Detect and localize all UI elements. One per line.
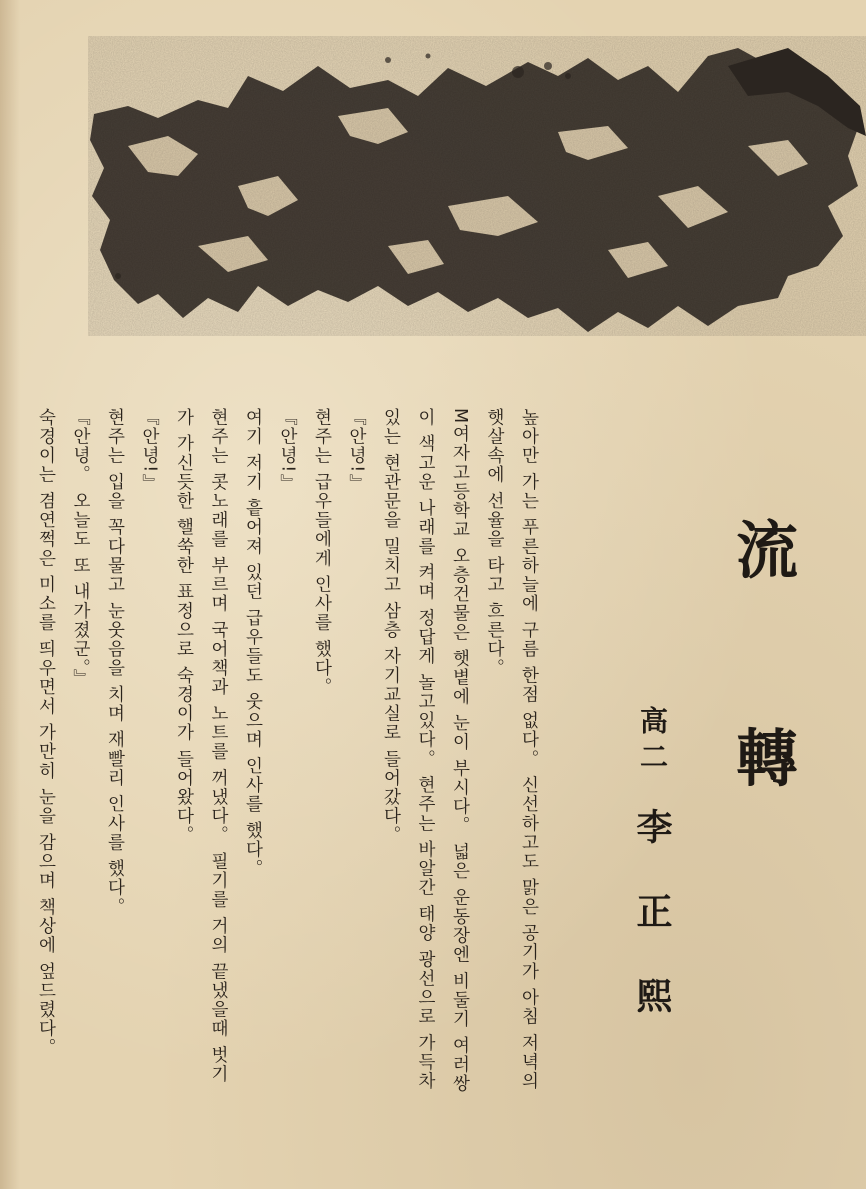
body-line: 『안녕!』: [346, 408, 367, 494]
body-line: M여자고등학교 오층건물은 햇볕에 눈이 부시다。 넓은 운동장엔 비둘기 여러쌍: [450, 408, 470, 1094]
body-line: 햇살속에 선율을 타고 흐른다。: [484, 408, 505, 678]
body-line: 높아만 가는 푸른하늘에 구름 한점 없다。 신선하고도 맑은 공기가 아침 저녁의: [519, 408, 539, 1091]
body-line: 현주는 입을 꼭다물고 눈웃음을 치며 재빨리 인사를 했다。: [105, 408, 125, 917]
body-line: 이 색고운 나래를 켜며 정답게 놀고있다。 현주는 바알간 태양 광선으로 가득차: [415, 408, 436, 1091]
body-line: 있는 현관문을 밀치고 삼층 자기교실로 들어갔다。: [381, 408, 401, 845]
body-line: 『안녕!』: [139, 408, 160, 494]
page-fold-shadow: [0, 0, 20, 1189]
story-title: [722, 514, 812, 840]
title-char-2: 轉: [735, 722, 798, 795]
body-line: 『안녕。 오늘도 또 내가졌군。』: [70, 408, 91, 689]
author-name: 李 正 熙: [631, 808, 673, 1032]
author-byline: [624, 706, 678, 1126]
ink-smudge-icon: [88, 36, 866, 336]
body-line: 가 가신듯한 핼쑥한 표정으로 숙경이가 들어왔다。: [174, 408, 194, 845]
title-char-1: 流: [735, 514, 798, 587]
story-body: [36, 408, 546, 1148]
ink-banner-illustration: [88, 36, 866, 336]
author-grade: 高二: [636, 706, 669, 778]
body-line: 여기 저기 흩어져 있던 급우들도 웃으며 인사를 했다。: [243, 408, 263, 879]
body-line: 숙경이는 겸연쩍은 미소를 띄우면서 가만히 눈을 감으며 책상에 엎드렸다。: [36, 408, 56, 1058]
body-line: 현주는 급우들에게 인사를 했다。: [312, 408, 332, 697]
body-line: 현주는 콧노래를 부르며 국어책과 노트를 꺼냈다。 필기를 거의 끝냈을때 벗기: [208, 408, 229, 1084]
body-line: 『안녕!』: [277, 408, 298, 494]
